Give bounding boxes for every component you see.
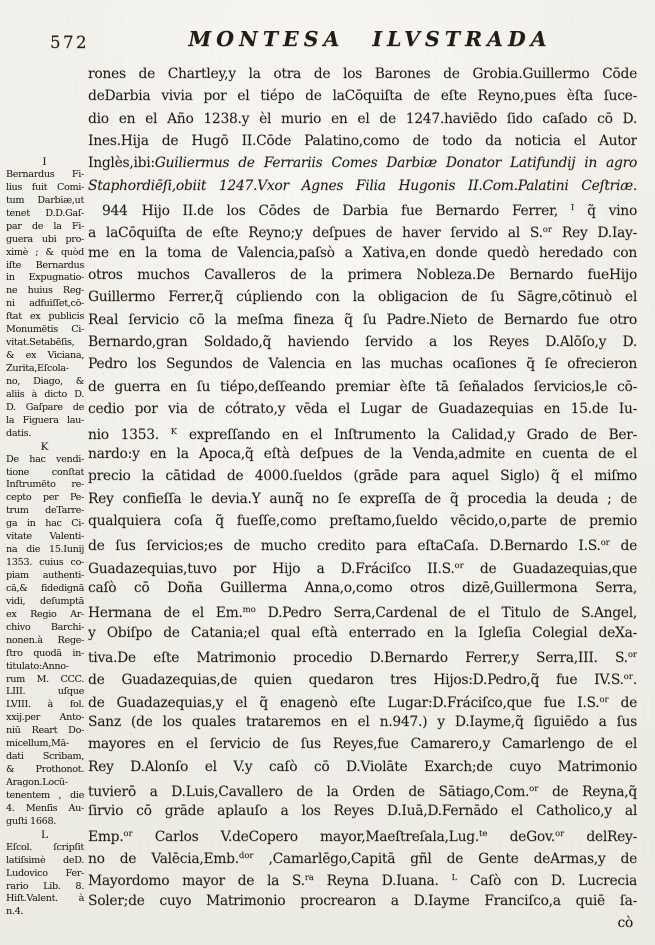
margin-note-line: Monumētis Ci- — [6, 324, 84, 336]
margin-note-line: vitat.Setabēſis, — [6, 337, 75, 349]
margin-note-line: ſtat ex publicis — [6, 311, 84, 323]
text-line: y Obiſpo de Catania;el qual eſtà enterrado en la Igleſia Colegial deXa- — [88, 624, 637, 641]
text-line: de ſus ſervicios;es de mucho credito para eſtaCaſa. D.Bernardo I.S.$^{or}$ de — [88, 538, 637, 555]
margin-note-line: ximè ; & quòd — [6, 246, 84, 258]
text-line: rones de Chartley,y la otra de los Barones de Grobia.Guillermo Cōde — [88, 66, 637, 82]
margin-note-line: aliis à dicto D. — [6, 388, 84, 400]
body-text-block — [88, 63, 637, 934]
margin-note-line: iſte Bernardus — [6, 259, 84, 271]
margin-note-line: ne huius Reg- — [6, 285, 84, 297]
text-line: cedio por via de cótrato,y vēda el Lugar de Guadazequias en 15.de Iu- — [88, 401, 637, 418]
margin-note-line: LIII. uſque — [6, 686, 84, 698]
margin-note-line: cepto per Pe- — [6, 492, 84, 504]
page-title: MONTESA ILVSTRADA — [188, 27, 552, 51]
margin-note-line: titulato:Anno- — [6, 660, 69, 672]
superscript-reference: or — [599, 694, 609, 705]
text-line: Emp.$^{or}$ Carlos V.deCopero mayor,Maeſtreſala,Lug.$^{te}$ deGov.$^{or}$ delRey- — [88, 828, 637, 845]
text-line: otros muchos Cavalleros de la primera Nobleza.De Bernardo fueHijo — [88, 267, 637, 284]
margin-note-line: ex Regio Ar- — [6, 608, 84, 620]
margin-note-line: tenet D.D.Gaſ- — [6, 207, 84, 219]
margin-note-line: nonen.à Rege- — [6, 634, 84, 646]
superscript-reference: mo — [242, 605, 256, 616]
text-line: de guerra en ſu tiépo,deſſeando premiar èſte tā ſeñalados ſervicios,le cō- — [88, 378, 637, 395]
margin-note-label: I — [42, 156, 48, 168]
margin-note-line: Bernardus Fi- — [6, 168, 84, 180]
text-line: mayores en el ſervicio de ſus Reyes,fue Camarero,y Camarlengo de el — [88, 736, 637, 753]
superscript-reference: or — [627, 649, 637, 660]
margin-note-line: na die 15.Iunij — [6, 544, 84, 556]
superscript-reference: or — [529, 784, 539, 794]
superscript-reference: or — [600, 538, 610, 549]
margin-note-line: ga in hac Ci- — [6, 518, 84, 530]
margin-note-line: 1353. cuius co- — [6, 557, 84, 569]
margin-note-line: cā,& fidedignā — [6, 582, 84, 594]
margin-note-line: Aragon.Locū- — [6, 777, 68, 788]
superscript-reference: te — [478, 828, 488, 839]
text-line: Mayordomo mayor de la S.$^{ra}$ Reyna D.Iuana. $^L$ Caſò con D. Lucrecia — [88, 873, 637, 890]
text-line: Sanz (de los quales trataremos en el n.947.) y D.Iayme,q̃ ſiguiēdo a ſus — [88, 713, 637, 730]
margin-note-line: ſtro quodā in- — [6, 647, 84, 659]
margin-note-label: K — [40, 440, 50, 453]
text-line: deDarbia vivia por el tiépo de laCōquiſta de eſte Reyno,pues èſta ſuce- — [88, 88, 637, 105]
text-line: dio en el Año 1238.y èl murio en el de 1247.haviēdo ſido caſado cō D. — [88, 110, 637, 127]
margin-note-line: lius fuit Comi- — [6, 181, 84, 193]
text-line: Guillermo Ferrer,q̃ cúpliendo con la obligacion de ſu Sāgre,cōtinuò el — [88, 289, 637, 306]
margin-note-line: latiſsimè deD. — [6, 854, 84, 866]
margin-note-line: Ludovico Fer- — [6, 867, 84, 879]
margin-note-line: & ex Viciana, — [6, 350, 84, 362]
margin-note-line: chivo Barchi- — [6, 621, 84, 633]
margin-note-line: tione conſtat — [6, 466, 84, 478]
margin-note-line: & Prothonot. — [6, 764, 84, 776]
margin-note-line: 4. Menſis Au- — [6, 802, 84, 814]
margin-note-label: L — [41, 828, 49, 841]
text-line: tuvierō a D.Luis,Cavallero de la Orden de Sātiago,Com.$^{or}$ de Reyna,q̃ — [88, 784, 637, 800]
page-number: 572 — [50, 33, 89, 52]
text-line: Hermana de el Em.$^{mo}$ D.Pedro Serra,Cardenal de el Titulo de S.Angel, — [88, 605, 637, 622]
margin-note-line: niū Reart Do- — [6, 725, 84, 737]
text-line: Guadazequias,tuvo por Hijo a D.Fráciſco II.S.$^{or}$ de Guadazequias,que — [88, 560, 637, 577]
text-line: Inglès,ibi:Guiliermus de Ferrariis Comes Darbiæ Donator Latifundij in agro — [88, 155, 637, 172]
margin-note-line: guera ubi pro- — [6, 233, 84, 245]
superscript-reference: or — [123, 828, 133, 839]
margin-note-line: datis. — [6, 427, 31, 439]
text-line: tiva.De eſte Matrimonio procedio D.Bernardo Ferrer,y Serra,III. S.$^{or}$ — [88, 649, 637, 666]
margin-note-line: ni adfuiſſet,cō- — [6, 298, 84, 310]
margin-notes-column — [6, 156, 84, 919]
margin-note-line: micellum,Mā- — [6, 738, 69, 750]
margin-note-line: la Figuera lau- — [6, 414, 84, 426]
text-line: Rey confieſſa le devia.Y aunq̃ no ſe expreſſa de q̃ procedia la deuda ; de — [88, 490, 637, 507]
superscript-reference: K — [170, 426, 178, 437]
superscript-reference: dor — [238, 851, 254, 862]
text-line: me en la toma de Valencia,paſsò a Xativa,en donde quedò heredado con — [88, 244, 637, 261]
margin-note-line: Inſtrumēto re- — [6, 479, 84, 491]
margin-note-line: in Expugnatio- — [6, 272, 84, 284]
text-line: 944 Hijo II.de los Cōdes de Darbia fue Bernardo Ferrer, $^I$ q̃ vino — [102, 203, 637, 220]
text-line: no de Valēcia,Emb.$^{dor}$ ,Camarlēgo,Capitā gñl de Gente deArmas,y de — [88, 851, 637, 868]
margin-note-line: xxij.per Anto- — [6, 712, 84, 724]
margin-note-line: n.4. — [6, 906, 24, 918]
margin-note-line: guſti 1668. — [6, 815, 57, 827]
text-line: Pedro los Segundos de Valencia en las muchas ocaſiones q̃ ſe ofrecieron — [88, 356, 637, 373]
text-line: caſò cō Doña Guillerma Anna,o,como otros dizē,Guillermona Serra, — [88, 579, 637, 596]
text-line: a laCōquiſta de eſte Reyno;y deſpues de haver ſervido al S.$^{or}$ Rey D.Iay- — [88, 225, 637, 242]
superscript-reference: L — [451, 873, 458, 884]
text-line: qualquiera coſa q̃ fueſſe,como preſtamo,ſueldo vēcido,o,parte de premio — [88, 512, 637, 529]
superscript-reference: ra — [304, 873, 314, 884]
text-line: Bernardo,gran Soldado,q̃ haviendo ſervido a los Reyes D.Alōſo,y D. — [88, 334, 637, 351]
text-line: de Guadazequias,y el q̃ enagenò eſte Lugar:D.Fráciſco,que fue I.S.$^{or}$ de — [88, 694, 637, 711]
margin-note-line: LVIII. à fol. — [6, 699, 84, 711]
margin-note-line: no, Diago, & — [6, 375, 84, 387]
margin-note-line: tum Darbiæ,ut — [6, 194, 84, 206]
text-line: Soler;de cuyo Matrimonio procrearon a D.Iayme Franciſco,a quiē ſa- — [88, 892, 637, 909]
margin-note-line: Hiſt.Valent. à — [6, 893, 84, 905]
margin-note-line: piam authenti- — [6, 570, 84, 581]
superscript-reference: or — [554, 828, 565, 839]
catchword: cò — [617, 915, 633, 932]
text-line: Staphordiēſi,obiit 1247.Vxor Agnes Filia Hugonis II.Com.Palatini Ceſtriæ. — [88, 177, 637, 194]
margin-note-line: vidi, deſumptā — [6, 595, 84, 607]
text-line: Real ſervicio cō la meſma fineza q̃ ſu Padre.Nieto de Bernardo fue otro — [88, 311, 637, 328]
text-line: ſirvio cō grāde aplauſo a los Reyes D.Iuā,D.Fernādo el Catholico,y al — [88, 803, 637, 820]
margin-note-line: De hac vendi- — [6, 453, 84, 465]
margin-note-line: dati Scribam, — [6, 751, 84, 763]
text-line: de Guadazequias,de quien quedaron tres Hijos:D.Pedro,q̃ fue IV.S.$^{or}$. — [88, 672, 637, 689]
margin-note-line: trum deTarre- — [6, 505, 84, 517]
margin-note-line: tenentem , die — [6, 789, 84, 801]
margin-note-line: Eſcol. ſcripſit — [6, 841, 84, 853]
text-line: precio la cātidad de 4000.ſueldos (grāde para aquel Siglo) q̃ el miſmo — [88, 468, 637, 485]
margin-note-line: Zurita,Eſcola- — [6, 363, 69, 374]
margin-note-line: rum M. CCC. — [6, 673, 84, 685]
margin-note-line: par de la Fi- — [6, 220, 84, 232]
text-line: nardo:y en la Apoca,q̃ eſtà deſpues de la Venda,admite en cuenta de el — [88, 445, 637, 462]
superscript-reference: or — [623, 672, 633, 683]
text-line: Ines.Hija de Hugō II.Cōde Palatino,como de todo da noticia el Autor — [88, 133, 637, 150]
margin-note-line: vitate Valenti- — [6, 531, 84, 543]
text-line: Rey D.Alonſo el V.y caſò cō D.Violāte Exarch;de cuyo Matrimonio — [88, 758, 637, 775]
superscript-reference: or — [454, 560, 464, 571]
margin-note-line: rario Lib. 8. — [6, 880, 84, 892]
margin-note-line: D. Gaſpare de — [6, 401, 84, 413]
text-line: nio 1353. $^K$ expreſſando en el Inſtrumento la Calidad,y Grado de Ber- — [88, 426, 637, 443]
superscript-reference: or — [542, 225, 552, 236]
superscript-reference: I — [570, 203, 575, 214]
